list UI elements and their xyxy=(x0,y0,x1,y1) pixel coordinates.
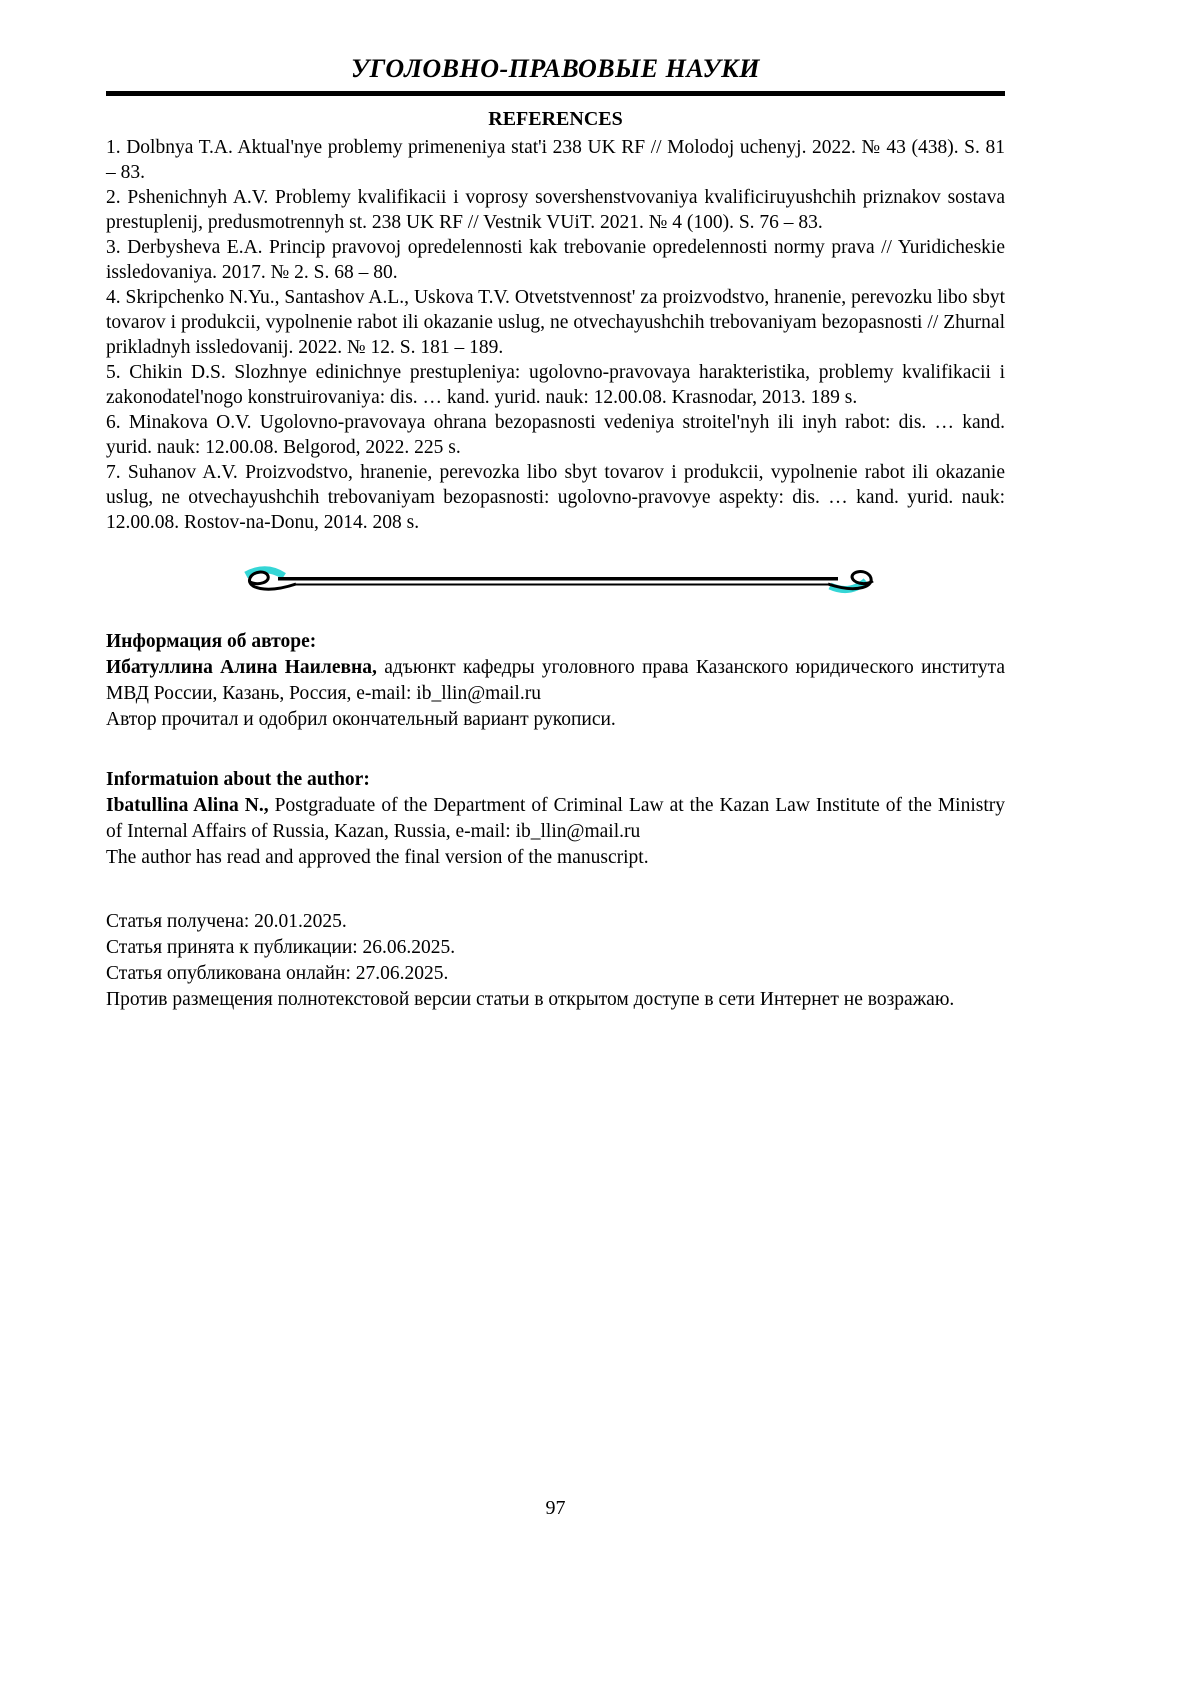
reference-item: 6. Minakova O.V. Ugolovno-pravovaya ohrana bezopasnosti vedeniya stroitel'nyh ili inyh rabot: dis. … kand. yurid. nauk: 12.00.08. Belgorod, 2022. 225 s. xyxy=(106,412,1005,458)
author-note-en: The author has read and approved the final version of the manuscript. xyxy=(106,847,649,868)
page-number: 97 xyxy=(545,1497,566,1519)
author-info-en-heading: Informatuion about the author: xyxy=(106,769,370,790)
reference-item: 1. Dolbnya T.A. Aktual'nye problemy primeneniya stat'i 238 UK RF // Molodoj uchenyj. 2022. № 43 (438). S. 81 – 83. xyxy=(106,137,1005,183)
references-title: REFERENCES xyxy=(488,108,623,130)
reference-item: 7. Suhanov A.V. Proizvodstvo, hranenie, perevozka libo sbyt tovarov i produkcii, vypolnenie rabot ili okazanie uslug, ne otvechayushchih trebovaniyam bezopasnosti: ugolovno-pravovye aspekty: dis. … kand. yurid. nauk: 12.00.08. Rostov-na-Donu, 2014. 208 s. xyxy=(106,462,1005,533)
page-header xyxy=(106,54,1005,96)
journal-section-title: УГОЛОВНО-ПРАВОВЫЕ НАУКИ xyxy=(350,54,760,83)
author-affiliation-en: Postgraduate of the Department of Criminal Law at the Kazan Law Institute of the Ministry of Internal Affairs of Russia, Kazan, Russia, e-mail: ib_llin@mail.ru xyxy=(106,795,1006,842)
references-list xyxy=(106,135,1005,535)
article-dates xyxy=(106,909,1005,1013)
article-date-line: Статья принята к публикации: 26.06.2025. xyxy=(106,937,456,958)
author-info-en-text xyxy=(106,793,1005,845)
author-name-en: Ibatullina Alina N., xyxy=(106,795,269,816)
author-affiliation-ru: адъюнкт кафедры уголовного права Казанского юридического института МВД России, Казань, Россия, e-mail: ib_llin@mail.ru xyxy=(106,657,1006,704)
reference-item: 5. Chikin D.S. Slozhnye edinichnye prestupleniya: ugolovno-pravovaya harakteristika, problemy kvalifikacii i zakonodatel'nogo konstruirovaniya: dis. … kand. yurid. nauk: 12.00.08. Krasnodar, 2013. 189 s. xyxy=(106,362,1005,408)
reference-item: 4. Skripchenko N.Yu., Santashov A.L., Uskova T.V. Otvetstvennost' za proizvodstvo, hranenie, perevozku libo sbyt tovarov i produkcii, vypolnenie rabot ili okazanie uslug, ne otvechayushchih trebovaniyam bezopasnosti // Zhurnal prikladnyh issledovanij. 2022. № 12. S. 181 – 189. xyxy=(106,287,1005,358)
page-footer xyxy=(106,1497,1005,1520)
ornamental-divider-graphic xyxy=(232,563,880,599)
article-date-line: Против размещения полнотекстовой версии статьи в открытом доступе в сети Интернет не возражаю. xyxy=(106,989,955,1010)
reference-item: 3. Derbysheva E.A. Princip pravovoj opredelennosti kak trebovanie opredelennosti normy prava // Yuridicheskie issledovaniya. 2017. № 2. S. 68 – 80. xyxy=(106,237,1005,283)
header-double-rule xyxy=(106,91,1005,96)
article-date-line: Статья получена: 20.01.2025. xyxy=(106,911,347,932)
author-name-ru: Ибатуллина Алина Наилевна, xyxy=(106,657,377,678)
reference-item: 2. Pshenichnyh A.V. Problemy kvalifikacii i voprosy sovershenstvovaniya kvalificiruyushchih priznakov sostava prestuplenij, predusmotrennyh st. 238 UK RF // Vestnik VUiT. 2021. № 4 (100). S. 76 – 83. xyxy=(106,187,1005,233)
ornamental-divider-icon xyxy=(232,563,880,599)
author-note-ru: Автор прочитал и одобрил окончательный вариант рукописи. xyxy=(106,709,616,730)
author-info-ru-text xyxy=(106,655,1005,707)
author-info-ru-heading: Информация об авторе: xyxy=(106,631,317,652)
author-info-ru xyxy=(106,629,1005,733)
article-date-line: Статья опубликована онлайн: 27.06.2025. xyxy=(106,963,449,984)
author-info-en xyxy=(106,767,1005,871)
main-text xyxy=(106,108,1005,1013)
